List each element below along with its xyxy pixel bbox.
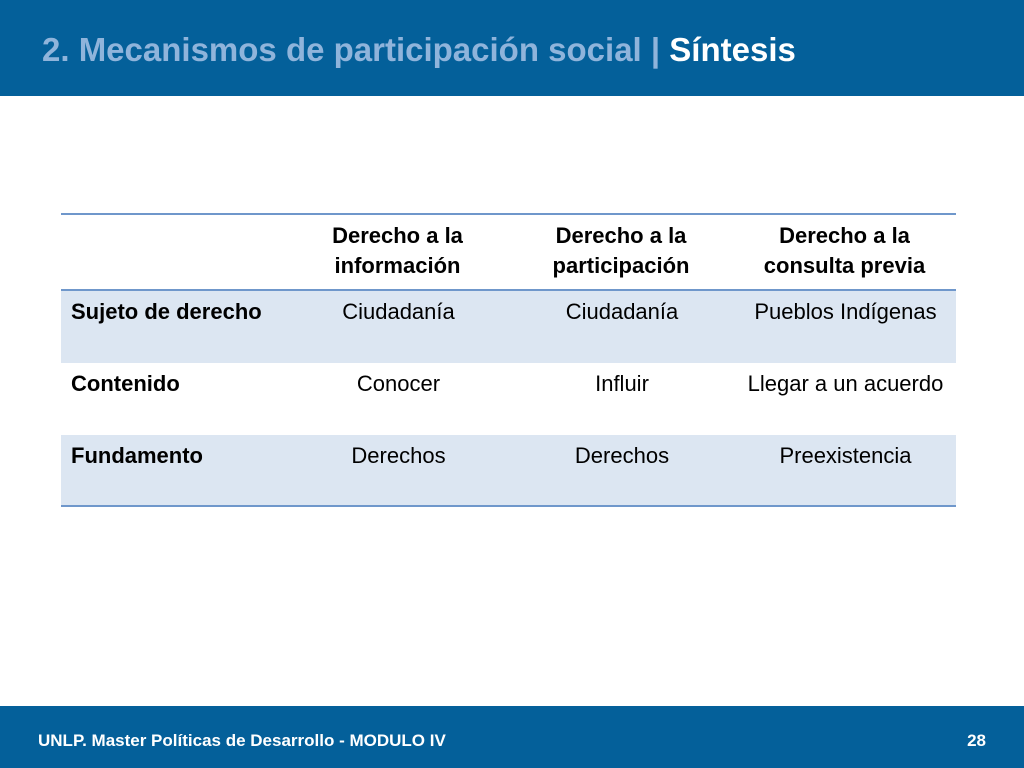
- table-row: [61, 290, 956, 363]
- table-cell: Ciudadanía: [342, 299, 455, 324]
- row-label-contenido: Contenido: [71, 371, 180, 396]
- slide-title: [42, 28, 796, 72]
- title-bar: [0, 0, 1024, 96]
- footer-text: UNLP. Master Políticas de Desarrollo - MODULO IV: [38, 731, 446, 750]
- footer-bar: [0, 706, 1024, 768]
- table-cell: Pueblos Indígenas: [754, 299, 937, 324]
- table-cell: Ciudadanía: [565, 299, 679, 324]
- page-number: 28: [967, 731, 986, 750]
- header-cell-participacion: Derecho a la participación: [552, 223, 690, 278]
- slide-title-prefix: 2. Mecanismos de participación social |: [42, 31, 670, 68]
- slide-title-suffix: Síntesis: [669, 31, 796, 68]
- header-cell-consulta: Derecho a la consulta previa: [763, 223, 926, 278]
- table-cell: Derechos: [351, 443, 446, 468]
- table-cell: Llegar a un acuerdo: [747, 371, 944, 396]
- table-cell: Preexistencia: [779, 443, 912, 468]
- synthesis-table-container: [61, 213, 956, 507]
- synthesis-table: [61, 213, 956, 507]
- row-label-sujeto: Sujeto de derecho: [71, 299, 262, 324]
- row-label-fundamento: Fundamento: [71, 443, 203, 468]
- table-header-row: [61, 214, 956, 290]
- header-cell-empty: [61, 214, 286, 290]
- table-cell: Influir: [595, 371, 649, 396]
- table-row: [61, 435, 956, 506]
- table-row: [61, 363, 956, 435]
- header-cell-informacion: Derecho a la información: [332, 223, 463, 278]
- table-cell: Derechos: [574, 443, 670, 468]
- table-cell: Conocer: [356, 371, 441, 396]
